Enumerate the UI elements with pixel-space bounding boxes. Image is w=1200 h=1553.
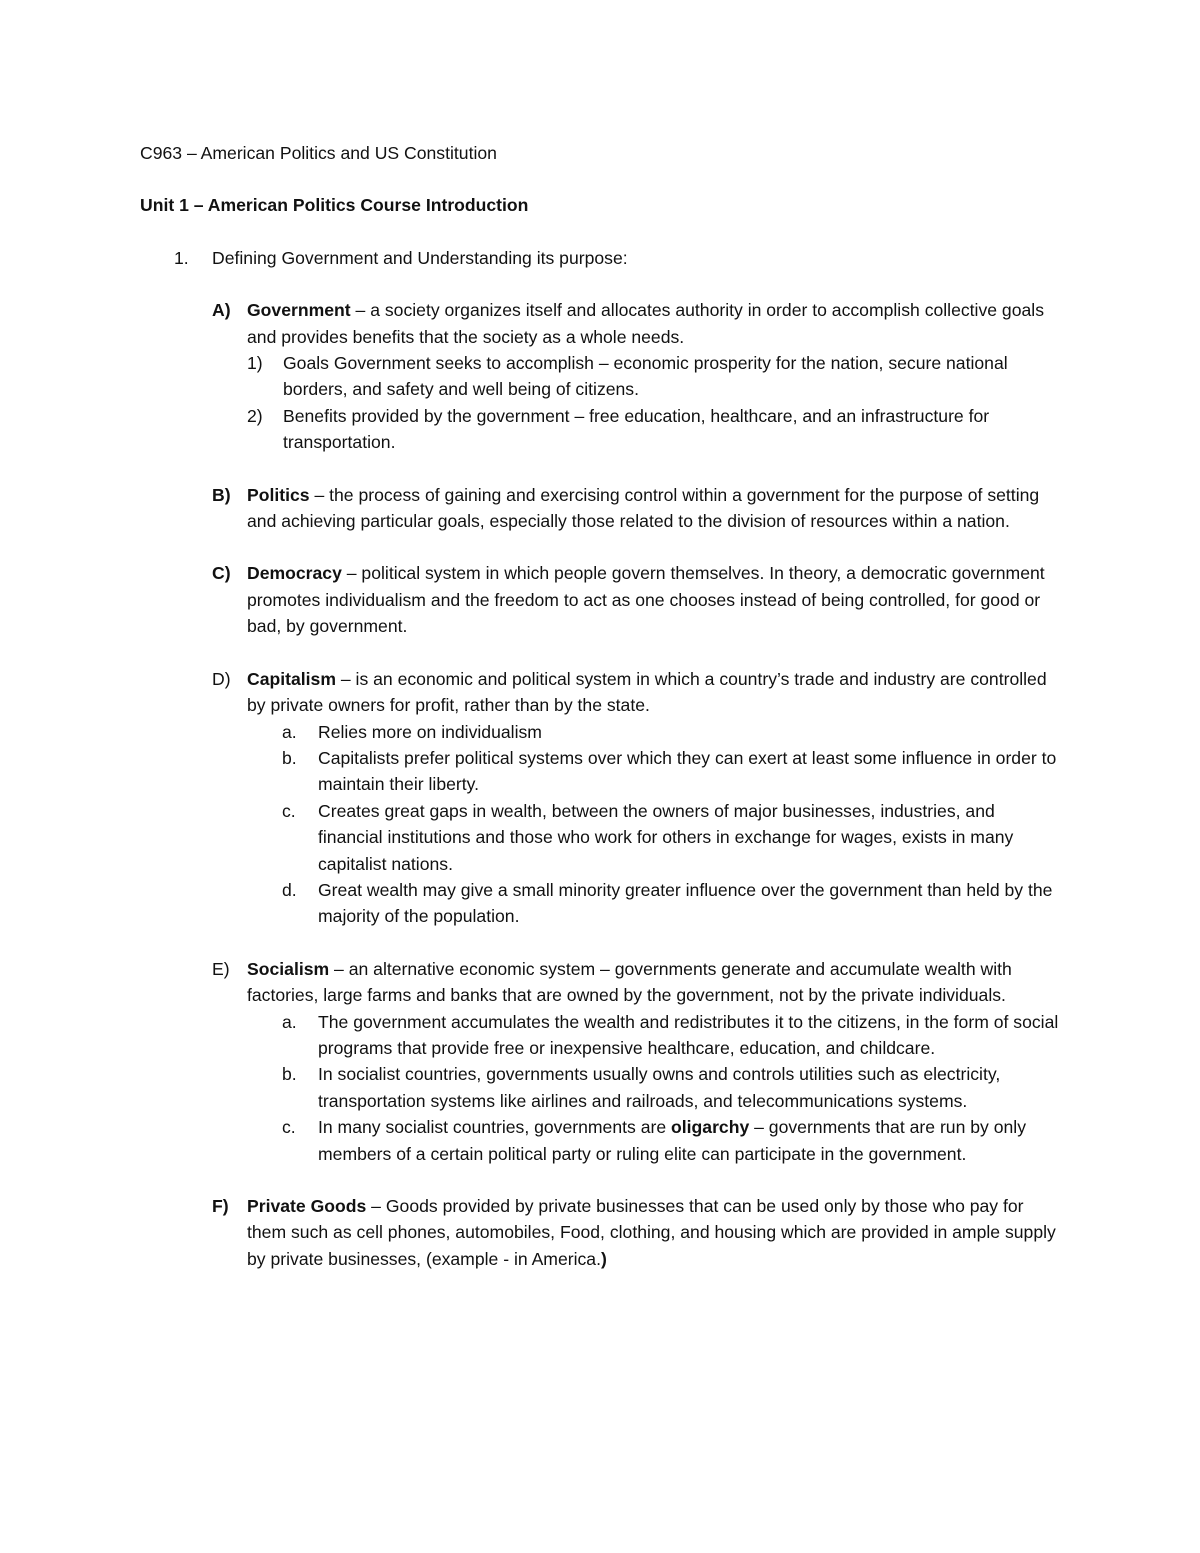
term-democracy: Democracy	[247, 563, 342, 584]
term-socialism: Socialism	[247, 958, 330, 979]
section-private-goods	[212, 1193, 1060, 1272]
definition-text: – Goods provided by private businesses that can be used only by those who pay for them such as cell phones, automobiles, Food, clothing, and housing which are provided in ample supply by private businesses, (example - in America.	[247, 1196, 1056, 1269]
list-item-text	[318, 1114, 1060, 1167]
list-item	[247, 350, 1060, 403]
section-definition	[247, 297, 1060, 350]
section-marker: C)	[212, 563, 231, 584]
list-marker: c.	[282, 1117, 296, 1138]
section-content	[247, 666, 1060, 930]
section-capitalism	[212, 666, 1060, 930]
list-marker: a.	[282, 721, 297, 742]
list-item-text: Capitalists prefer political systems over which they can exert at least some influence in order to maintain their liberty.	[318, 747, 1057, 795]
text-segment: – governments that are run by only members of a certain political party or ruling elite can participate in the government.	[318, 1117, 1027, 1164]
list-marker: 1)	[247, 353, 263, 374]
list-marker: c.	[282, 800, 296, 821]
section-politics	[212, 482, 1060, 535]
list-item	[282, 1061, 1060, 1114]
closing-paren: )	[600, 1248, 607, 1269]
section-marker: F)	[212, 1196, 229, 1216]
section-marker: B)	[212, 484, 231, 505]
term-government: Government	[247, 300, 351, 321]
list-marker: d.	[282, 879, 297, 900]
list-item-1	[174, 245, 1060, 271]
list-marker: 2)	[247, 405, 263, 426]
section-definition	[247, 1193, 1060, 1272]
section-definition	[247, 560, 1060, 639]
definition-text: – an alternative economic system – governments generate and accumulate wealth with factories, large farms and banks that are owned by the government, not by the private individuals.	[247, 958, 1012, 1006]
list-item	[282, 798, 1060, 877]
list-item-text: Creates great gaps in wealth, between the owners of major businesses, industries, and financial institutions and those who work for others in exchange for wages, exists in many capitalist nations.	[318, 800, 1014, 874]
document-body	[140, 140, 1060, 1298]
sub-list	[282, 1009, 1060, 1167]
list-item	[282, 877, 1060, 930]
list-item-text: The government accumulates the wealth and redistributes it to the citizens, in the form of social programs that provide free or inexpensive healthcare, education, and childcare.	[318, 1011, 1059, 1058]
section-content	[247, 297, 1060, 455]
term-private-goods: Private Goods	[247, 1196, 367, 1216]
list-item-text: In socialist countries, governments usually owns and controls utilities such as electricity, transportation systems like airlines and railroads, and telecommunications systems.	[318, 1064, 1001, 1111]
definition-text: – political system in which people govern themselves. In theory, a democratic government promotes individualism and the freedom to act as one chooses instead of being controlled, for good or bad, by government.	[247, 563, 1045, 637]
list-item-text: Relies more on individualism	[318, 721, 542, 742]
section-definition	[247, 482, 1060, 535]
definition-text: – a society organizes itself and allocates authority in order to accomplish collective goals and provides benefits that the society as a whole needs.	[247, 300, 1044, 347]
list-item	[282, 745, 1060, 798]
sub-list	[247, 350, 1060, 456]
list-marker: a.	[282, 1011, 297, 1032]
list-marker: b.	[282, 1064, 297, 1085]
section-marker: E)	[212, 958, 230, 979]
list-item	[282, 1009, 1060, 1062]
term-oligarchy: oligarchy	[671, 1117, 750, 1138]
list-marker: b.	[282, 747, 297, 768]
term-politics: Politics	[247, 484, 310, 505]
section-definition	[247, 956, 1060, 1009]
term-capitalism: Capitalism	[247, 668, 336, 689]
section-definition	[247, 666, 1060, 719]
section-socialism	[212, 956, 1060, 1167]
section-marker: A)	[212, 300, 231, 321]
list-item-text: Great wealth may give a small minority greater influence over the government than held by the majority of the population.	[318, 879, 1053, 927]
list-item-text: Benefits provided by the government – free education, healthcare, and an infrastructure for transportation.	[283, 405, 990, 453]
section-democracy	[212, 560, 1060, 639]
unit-heading: Unit 1 – American Politics Course Introduction	[140, 195, 529, 216]
document-title: C963 – American Politics and US Constitution	[140, 143, 497, 163]
definition-text: – is an economic and political system in which a country’s trade and industry are controlled by private owners for profit, rather than by the state.	[247, 668, 1047, 716]
list-item-text: Defining Government and Understanding its purpose:	[212, 247, 628, 268]
section-government	[212, 297, 1060, 455]
list-item	[247, 403, 1060, 456]
list-item	[282, 1114, 1060, 1167]
list-marker: 1.	[174, 247, 189, 268]
text-segment: In many socialist countries, governments are	[318, 1117, 672, 1138]
list-item-text: Goals Government seeks to accomplish – economic prosperity for the nation, secure national borders, and safety and well being of citizens.	[283, 353, 1008, 400]
sub-list	[282, 719, 1060, 930]
section-content	[247, 956, 1060, 1167]
list-item	[282, 719, 1060, 745]
definition-text: – the process of gaining and exercising control within a government for the purpose of setting and achieving particular goals, especially those related to the division of resources within a nation.	[247, 484, 1040, 532]
section-marker: D)	[212, 668, 231, 689]
